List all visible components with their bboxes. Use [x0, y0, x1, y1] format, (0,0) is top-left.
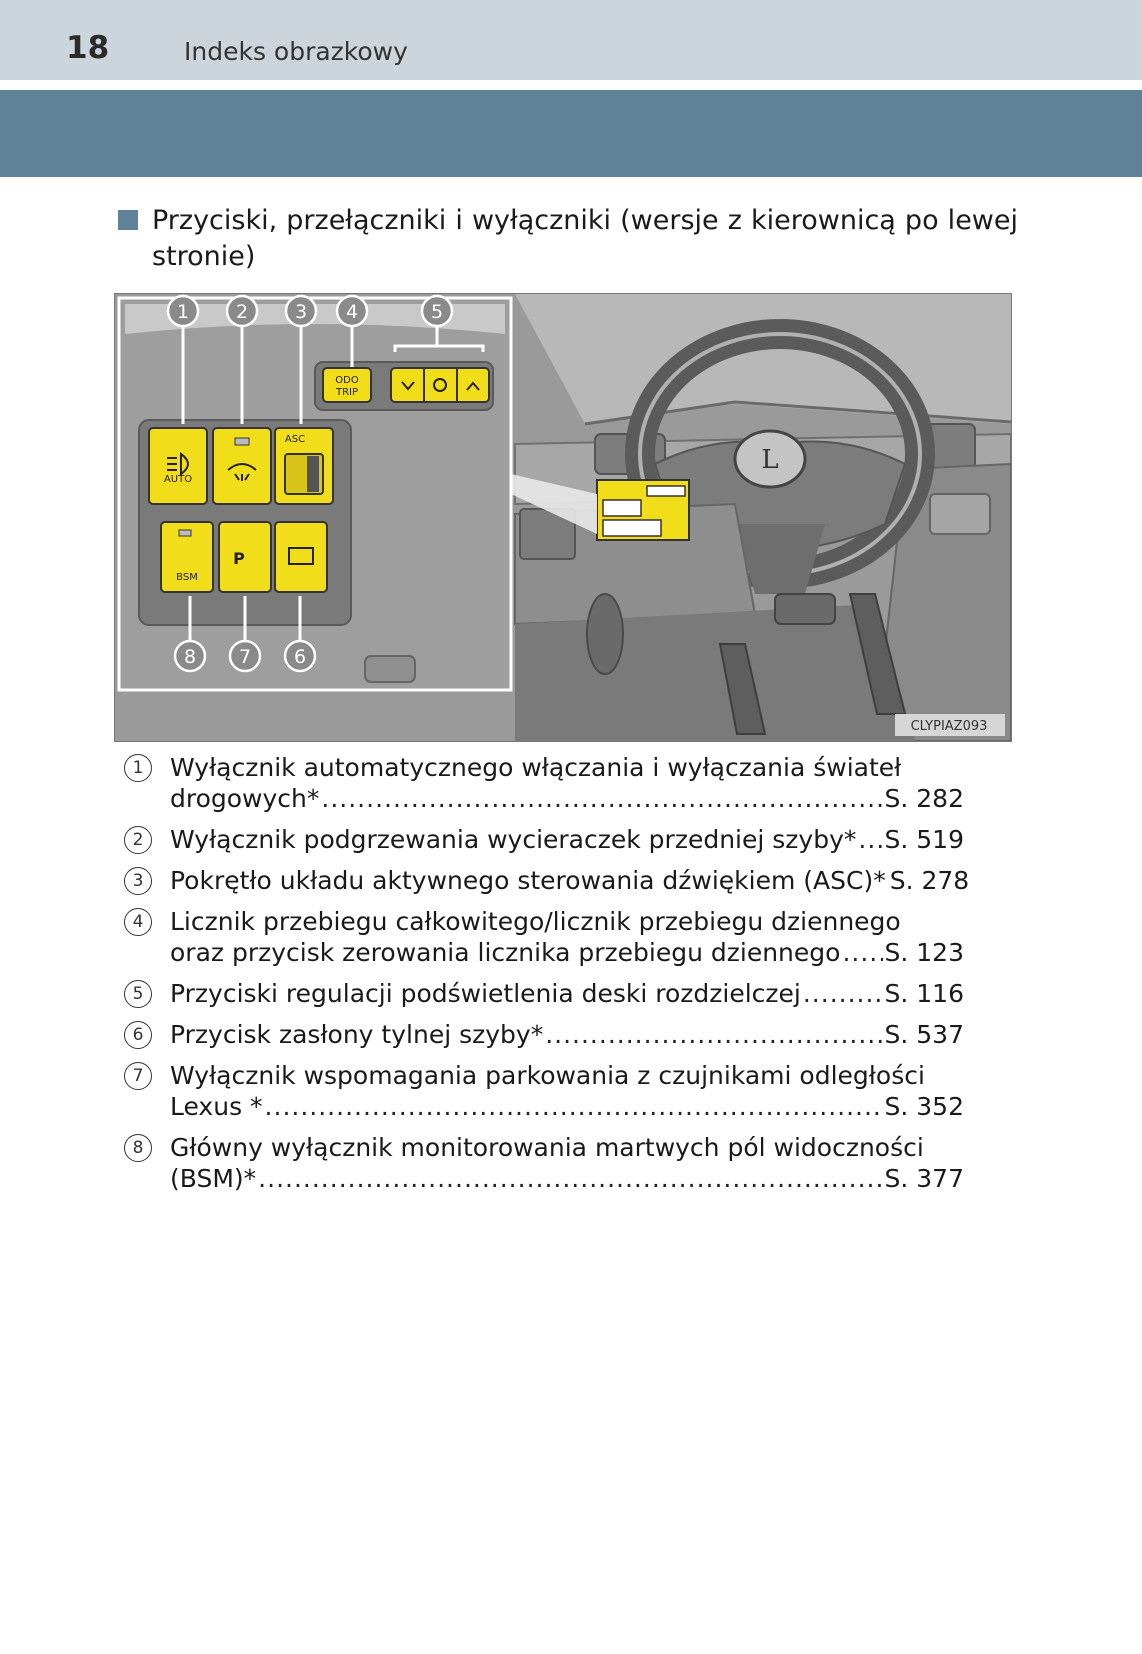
callout-5 [422, 296, 452, 326]
list-item [124, 824, 964, 855]
list-item [124, 752, 964, 814]
leader-dots [321, 783, 882, 814]
trip-label: TRIP [335, 387, 359, 398]
page-ref: S. 278 [889, 866, 970, 895]
item-line1: Wyłącznik wspomagania parkowania z czujnikami odległości [170, 1061, 925, 1090]
callout-4 [337, 296, 367, 326]
list-item [124, 906, 964, 968]
page-ref: S. 537 [884, 1020, 964, 1049]
svg-text:5: 5 [430, 301, 444, 323]
item-number: 6 [124, 1021, 152, 1049]
item-label: Lexus * [170, 1092, 263, 1121]
callout-6 [285, 641, 315, 671]
item-number: 1 [124, 754, 152, 782]
page-ref: S. 116 [884, 979, 964, 1008]
header-title: Indeks obrazkowy [184, 37, 408, 66]
page-ref: S. 377 [884, 1164, 964, 1193]
item-number: 5 [124, 980, 152, 1008]
list-item [124, 1060, 964, 1122]
header-gap [0, 80, 1142, 90]
svg-text:4: 4 [345, 301, 359, 323]
page-ref: S. 352 [884, 1092, 964, 1121]
svg-text:3: 3 [294, 301, 308, 323]
header-bar [0, 0, 1142, 80]
item-number: 7 [124, 1062, 152, 1090]
section-heading [118, 203, 1018, 275]
leader-dots [258, 1163, 882, 1194]
item-line1: Wyłącznik automatycznego włączania i wyłączania świateł [170, 753, 902, 782]
item-number: 3 [124, 867, 152, 895]
item-label: Przyciski regulacji podświetlenia deski rozdzielczej [170, 979, 801, 1008]
item-number: 4 [124, 908, 152, 936]
svg-text:8: 8 [183, 646, 197, 668]
item-label: drogowych* [170, 784, 320, 813]
svg-text:L: L [761, 445, 779, 475]
item-line1: Licznik przebiegu całkowitego/licznik przebiegu dziennego [170, 907, 901, 936]
svg-text:1: 1 [176, 301, 190, 323]
dashboard-figure [114, 293, 1012, 742]
odo-label: ODO [335, 375, 359, 386]
page-ref: S. 282 [884, 784, 964, 813]
callout-7 [230, 641, 260, 671]
dashboard-illustration [115, 294, 1011, 741]
item-label: Przycisk zasłony tylnej szyby* [170, 1020, 544, 1049]
item-label: oraz przycisk zerowania licznika przebiegu dziennego [170, 938, 841, 967]
auto-label: AUTO [163, 474, 193, 485]
callout-1 [168, 296, 198, 326]
page-number: 18 [66, 30, 110, 66]
list-item [124, 1019, 964, 1050]
list-item [124, 978, 964, 1009]
svg-text:7: 7 [238, 646, 252, 668]
bsm-label: BSM [176, 572, 198, 583]
leader-dots [803, 978, 883, 1009]
item-number: 2 [124, 826, 152, 854]
item-line1: Główny wyłącznik monitorowania martwych pól widoczności [170, 1133, 924, 1162]
item-label: Pokrętło układu aktywnego sterowania dźwiękiem (ASC)* [170, 866, 886, 895]
page-ref: S. 123 [884, 938, 964, 967]
leader-dots [265, 1091, 883, 1122]
heading-square-icon [118, 210, 138, 230]
callout-2 [227, 296, 257, 326]
park-label: P [233, 549, 245, 568]
page-ref: S. 519 [884, 825, 964, 854]
leader-dots [858, 824, 882, 855]
svg-text:2: 2 [235, 301, 249, 323]
item-label: (BSM)* [170, 1164, 257, 1193]
item-list [124, 752, 970, 1204]
item-number: 8 [124, 1134, 152, 1162]
list-item [124, 1132, 964, 1194]
leader-dots [545, 1019, 882, 1050]
callout-8 [175, 641, 205, 671]
figure-code: CLYPIAZ093 [910, 719, 988, 734]
svg-text:6: 6 [293, 646, 307, 668]
leader-dots [842, 937, 882, 968]
heading-text: Przyciski, przełączniki i wyłączniki (wersje z kierownicą po lewej stronie) [152, 205, 1018, 272]
list-item [124, 865, 970, 896]
callout-3 [286, 296, 316, 326]
chapter-band [0, 90, 1142, 177]
item-label: Wyłącznik podgrzewania wycieraczek przedniej szyby* [170, 825, 857, 854]
asc-label: ASC [284, 434, 306, 445]
